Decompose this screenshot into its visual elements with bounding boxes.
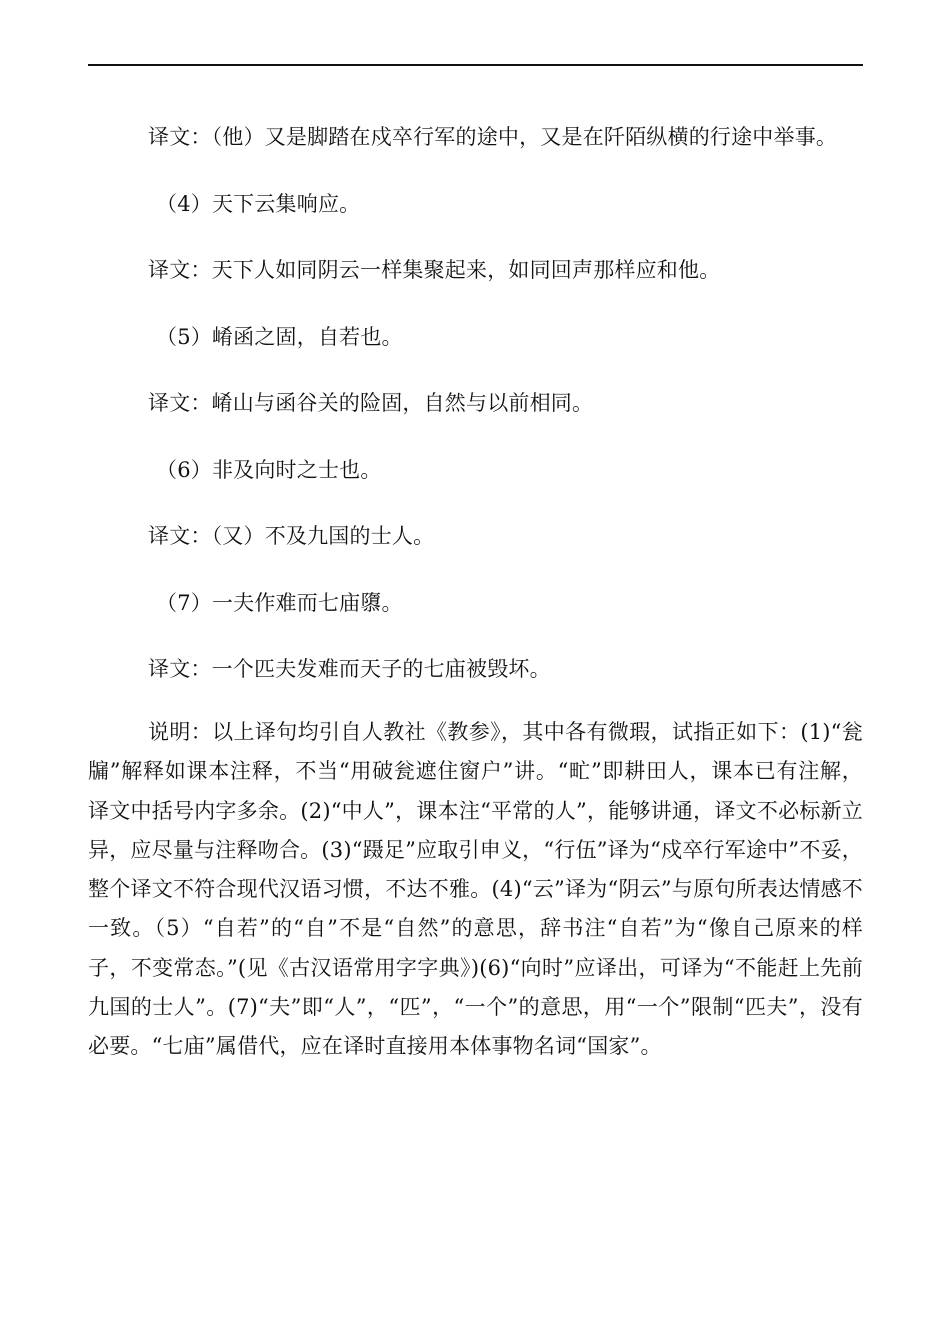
- translation-line-6: 译文：（又）不及九国的士人。: [148, 524, 435, 548]
- sentence-4: （4）天下云集响应。: [156, 192, 361, 216]
- sentence-5: （5）崤函之固，自若也。: [156, 325, 403, 349]
- sentence-6: （6）非及向时之士也。: [156, 458, 382, 482]
- translation-line-3: 译文：（他）又是脚踏在戍卒行军的途中，又是在阡陌纵横的行途中举事。: [148, 125, 838, 149]
- sentence-7: （7）一夫作难而七庙隳。: [156, 591, 403, 615]
- header-rule: [88, 64, 863, 66]
- translation-line-5: 译文：崤山与函谷关的险固，自然与以前相同。: [148, 391, 594, 415]
- translation-line-4: 译文：天下人如同阴云一样集聚起来，如同回声那样应和他。: [148, 258, 721, 282]
- translation-line-7: 译文：一个匹夫发难而天子的七庙被毁坏。: [148, 657, 551, 681]
- explanation-paragraph: 说明：以上译句均引自人教社《教参》，其中各有微瑕，试指正如下：(1)“瓮牖”解释如课本注释，不当“用破瓮遮住窗户”讲。“甿”即耕田人，课本已有注解，译文中括号内字多余。(2)“中人”，课本注“平常的人”，能够讲通，译文不必标新立异，应尽量与注释吻合。(3)“蹑足”应取引申义，“行伍”译为“戍卒行军途中”不妥，整个译文不符合现代汉语习惯，不达不雅。(4)“云”译为“阴云”与原句所表达情感不一致。（5）“自若”的“自”不是“自然”的意思，辞书注“自若”为“像自己原来的样子，不变常态。”(见《古汉语常用字字典》)(6)“向时”应译出，可译为“不能赶上先前九国的士人”。(7)“夫”即“人”，“匹”，“一个”的意思，用“一个”限制“匹夫”，没有必要。“七庙”属借代，应在译时直接用本体事物名词“国家”。: [88, 720, 863, 1059]
